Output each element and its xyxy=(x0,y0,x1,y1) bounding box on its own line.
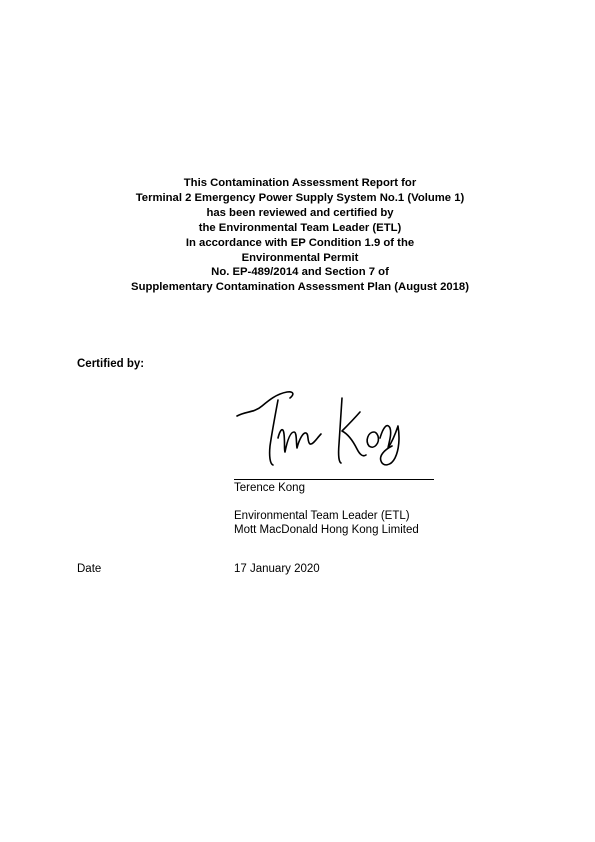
statement-line: the Environmental Team Leader (ETL) xyxy=(198,221,402,234)
certified-by-label: Certified by: xyxy=(77,358,145,370)
date-value: 17 January 2020 xyxy=(234,563,320,575)
signer-title: Environmental Team Leader (ETL) xyxy=(234,510,410,522)
statement-line: No. EP-489/2014 and Section 7 of xyxy=(211,266,389,279)
statement-line: This Contamination Assessment Report for xyxy=(183,177,417,189)
certification-statement xyxy=(60,176,540,295)
statement-line: Terminal 2 Emergency Power Supply System No.1 (Volume 1) xyxy=(135,191,465,204)
signer-name: Terence Kong xyxy=(234,482,305,494)
statement-line: In accordance with EP Condition 1.9 of the xyxy=(185,236,415,249)
date-label: Date xyxy=(77,563,102,575)
statement-line: Supplementary Contamination Assessment Plan (August 2018) xyxy=(131,281,469,294)
signature-line xyxy=(234,479,434,480)
statement-line: Environmental Permit xyxy=(241,251,359,264)
signer-company: Mott MacDonald Hong Kong Limited xyxy=(234,524,419,536)
statement-line: has been reviewed and certified by xyxy=(206,206,394,219)
handwritten-signature xyxy=(232,386,404,468)
